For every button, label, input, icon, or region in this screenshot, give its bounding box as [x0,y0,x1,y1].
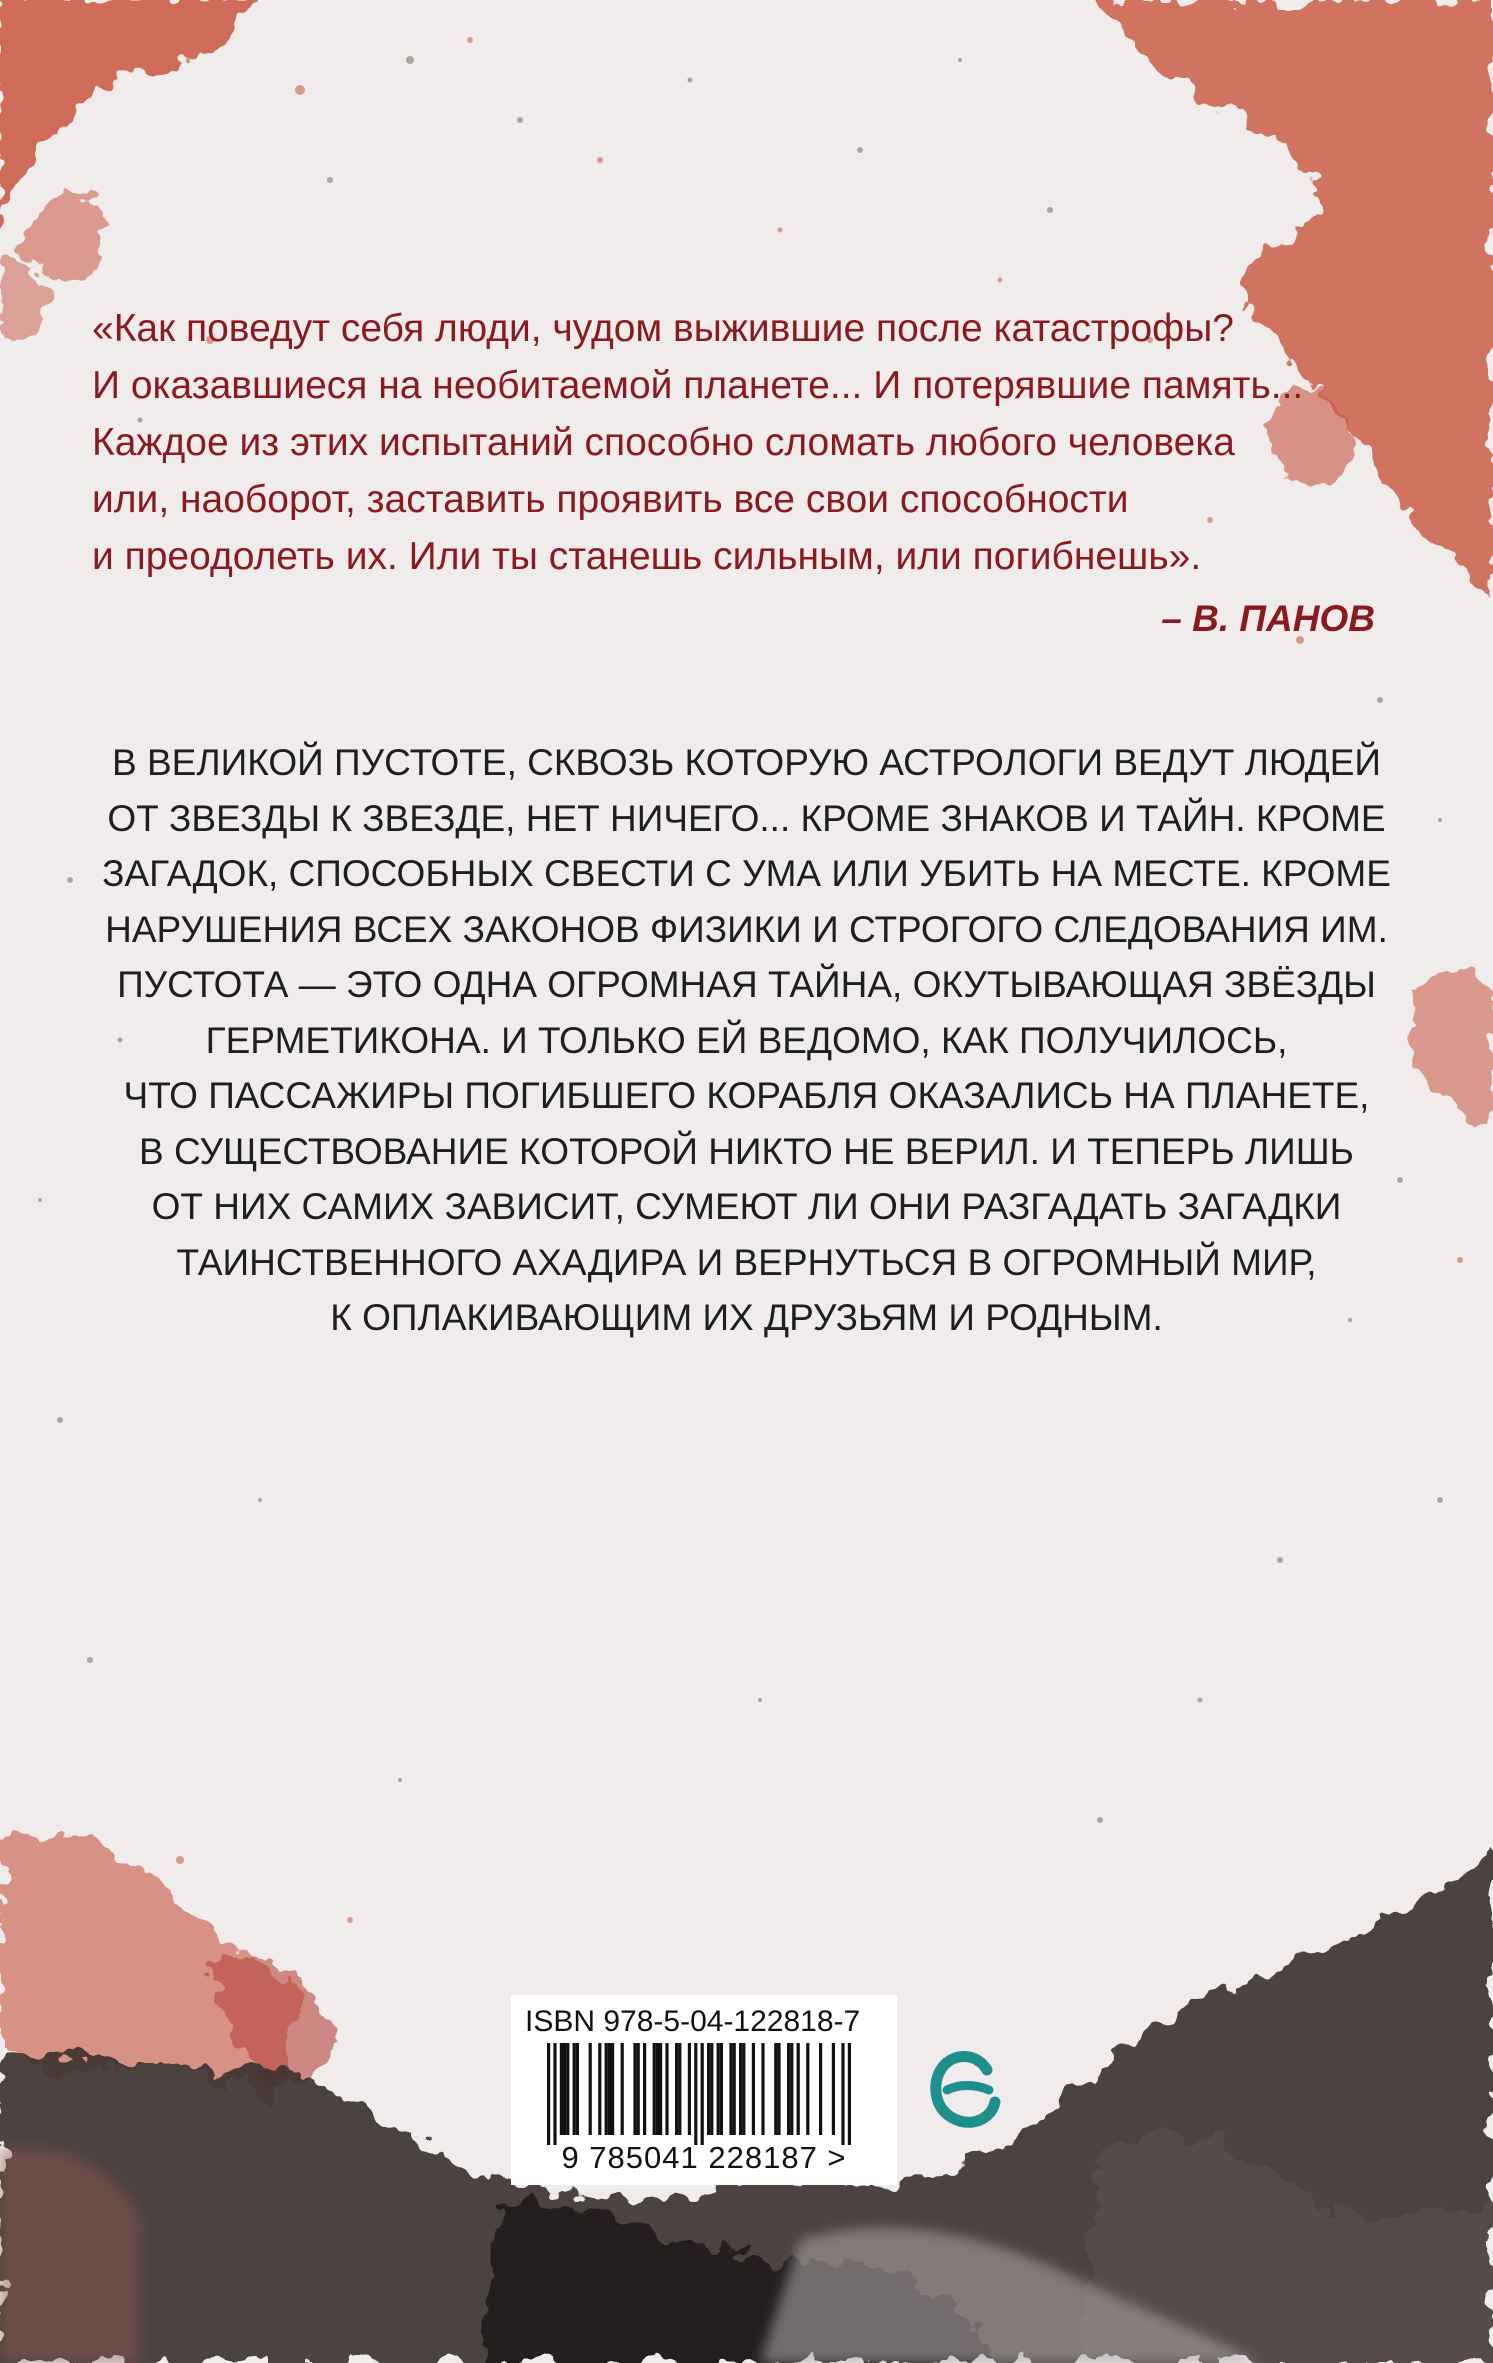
barcode-bar [611,2043,614,2135]
blurb-line: ПУСТОТА — ЭТО ОДНА ОГРОМНАЯ ТАЙНА, ОКУТЫВАЮЩАЯ ЗВЁЗДЫ [117,964,1376,1005]
blurb-line: В ВЕЛИКОЙ ПУСТОТЕ, СКВОЗЬ КОТОРУЮ АСТРОЛОГИ ВЕДУТ ЛЮДЕЙ [112,742,1381,783]
barcode-bar [566,2043,569,2135]
barcode-bar [621,2043,624,2135]
blurb-line: НАРУШЕНИЯ ВСЕХ ЗАКОНОВ ФИЗИКИ И СТРОГОГО СЛЕДОВАНИЯ ИМ. [105,908,1388,950]
quote-attribution: – В. ПАНОВ [1161,598,1375,639]
barcode-bar [694,2043,697,2145]
blurb-line: ОТ ЗВЕЗДЫ К ЗВЕЗДЕ, НЕТ НИЧЕГО... КРОМЕ ЗНАКОВ И ТАЙН. КРОМЕ [107,797,1386,839]
quote-line: Каждое из этих испытаний способно сломать любого человека [92,421,1235,464]
barcode-bar [643,2043,646,2135]
barcode-bar [774,2043,777,2135]
barcode-bar [659,2043,662,2135]
quote-line: или, наоборот, заставить проявить все свои способности [92,478,1129,521]
quote-line: И оказавшиеся на необитаемой планете... И потерявшие память... [92,364,1304,407]
barcode-bar [633,2043,636,2135]
isbn-label: ISBN 978-5-04-122818-7 [525,2005,861,2038]
barcode-bar [848,2043,851,2145]
eksmo-logo-icon [925,2040,1005,2140]
blurb-line: ЧТО ПАССАЖИРЫ ПОГИБШЕГО КОРАБЛЯ ОКАЗАЛИСЬ НА ПЛАНЕТЕ, [123,1075,1370,1116]
barcode-bar [589,2043,592,2135]
barcode-bar [739,2043,742,2135]
blurb-line: ГЕРМЕТИКОНА. И ТОЛЬКО ЕЙ ВЕДОМО, КАК ПОЛУЧИЛОСЬ, [205,1019,1288,1061]
barcode-bar [573,2043,576,2135]
barcode-bar [547,2043,550,2145]
barcode-bar [806,2043,809,2135]
barcode-bar [729,2043,732,2135]
barcode-bar [733,2043,736,2135]
barcode-bar [560,2043,563,2135]
barcode-bar [637,2043,640,2135]
barcode-bar [752,2043,755,2135]
barcode-bar [707,2043,710,2135]
barcode-bar [688,2043,691,2135]
barcode-bar [563,2043,566,2135]
barcode-bar [717,2043,720,2135]
blurb-line: К ОПЛАКИВАЮЩИМ ИХ ДРУЗЬЯМ И РОДНЫМ. [330,1297,1163,1338]
blurb-line: ЗАГАДОК, СПОСОБНЫХ СВЕСТИ С УМА ИЛИ УБИТЬ НА МЕСТЕ. КРОМЕ [102,853,1391,894]
barcode-bar [656,2043,659,2135]
barcode-bar [701,2043,704,2145]
barcode-bar [678,2043,681,2135]
barcode-bar [742,2043,745,2135]
barcode-bar [841,2043,844,2145]
barcode-bar [675,2043,678,2135]
isbn-barcode [511,1995,897,2185]
quote-line: «Как поведут себя люди, чудом выжившие после катастрофы? [92,307,1234,350]
blurb-line: ТАИНСТВЕННОГО АХАДИРА И ВЕРНУТЬСЯ В ОГРОМНЫЙ МИР, [176,1241,1317,1283]
barcode-bar [605,2043,608,2135]
barcode-bar [819,2043,822,2135]
quote-line: и преодолеть их. Или ты станешь сильным, или погибнешь». [92,535,1202,578]
blurb-line: ОТ НИХ САМИХ ЗАВИСИТ, СУМЕЮТ ЛИ ОНИ РАЗГАДАТЬ ЗАГАДКИ [151,1186,1342,1227]
barcode-bar [653,2043,656,2135]
barcode-bar [576,2043,579,2135]
barcode-bar [797,2043,800,2135]
blurb-line: В СУЩЕСТВОВАНИЕ КОТОРОЙ НИКТО НЕ ВЕРИЛ. И ТЕПЕРЬ ЛИШЬ [139,1130,1354,1172]
barcode-bar [720,2043,723,2135]
barcode-bar [553,2043,556,2145]
barcode-bar [710,2043,713,2135]
barcode-bar [665,2043,668,2135]
barcode-bar [787,2043,790,2135]
barcode-bar [832,2043,835,2135]
red-splatter-top-left [0,0,260,339]
barcode-bar [777,2043,780,2135]
barcode-bar [598,2043,601,2135]
blurb-text [0,735,1493,1346]
barcode-bar [790,2043,793,2135]
ean-digits: 9 785041 228187 > [561,2140,847,2175]
barcode-bar [761,2043,764,2135]
barcode-bar [608,2043,611,2135]
quote-block [92,300,1392,585]
